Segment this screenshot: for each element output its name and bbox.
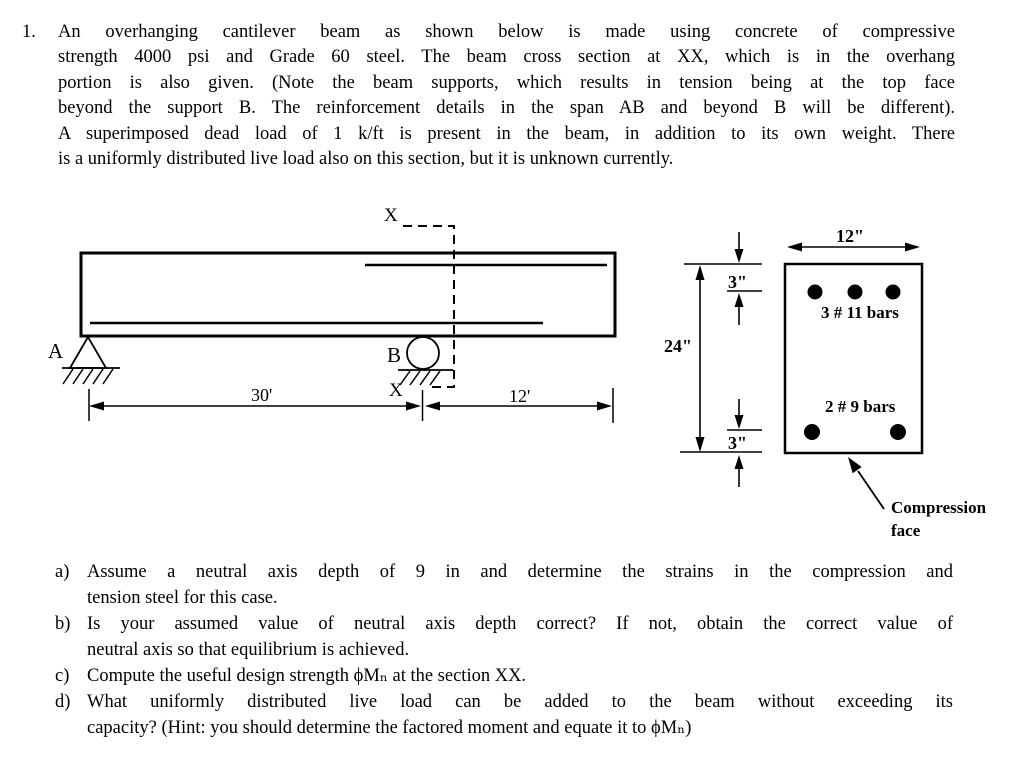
support-hatching: [400, 371, 440, 385]
dimension-width-12in: [787, 226, 920, 252]
arrowhead-down-icon: [735, 415, 744, 429]
top-bars-label: 3 # 11 bars: [821, 303, 899, 322]
part-line: What uniformly distributed live load can be added to the beam without exceeding its: [87, 692, 953, 712]
arrowhead-left-icon: [787, 243, 802, 252]
arrowhead-down-icon: [735, 249, 744, 263]
part-line: Assume a neutral axis depth of 9 in and determine the strains in the compression and: [87, 562, 953, 582]
roller-support-b-icon: [398, 337, 453, 385]
part-b: [55, 611, 953, 663]
arrowhead-left-icon: [89, 402, 104, 411]
pointer-line: [858, 471, 884, 509]
cross-section-diagram: [664, 226, 987, 540]
question-parts: [55, 559, 953, 741]
problem-line: An overhanging cantilever beam as shown below is made using concrete of compressive: [58, 22, 955, 42]
arrowhead-icon: [843, 454, 861, 473]
compression-face-pointer: [843, 454, 884, 509]
dimension-span-30ft: [89, 385, 423, 421]
section-cut-line: [403, 226, 454, 387]
dimension-top-cover-3in: [727, 232, 762, 325]
problem-text: [58, 20, 955, 172]
problem-line: beyond the support B. The reinforcement details in the span AB and beyond B will be different).: [58, 98, 955, 119]
arrowhead-up-icon: [696, 265, 705, 280]
width-label: 12": [836, 226, 864, 246]
arrowhead-right-icon: [597, 402, 612, 411]
rebar-dot: [886, 285, 901, 300]
arrowhead-right-icon: [406, 402, 421, 411]
problem-line: is a uniformly distributed live load also on this section, but it is unknown currently.: [58, 149, 674, 170]
rebar-dot: [804, 424, 820, 440]
overhang-label: 12': [509, 386, 531, 406]
compression-face-label: Compression: [891, 498, 987, 517]
support-b-label: B: [387, 343, 402, 367]
arrowhead-right-icon: [905, 243, 920, 252]
dimension-overhang-12ft: [425, 386, 613, 423]
part-d: [55, 689, 953, 741]
pin-support-a-icon: [62, 337, 120, 384]
part-a: [55, 559, 953, 611]
problem-line: A superimposed dead load of 1 k/ft is present in the beam, in addition to its own weight. There: [58, 123, 955, 144]
problem-statement: [22, 20, 955, 172]
section-label-bottom: X: [389, 380, 403, 401]
problem-number: 1.: [22, 22, 36, 42]
part-line: capacity? (Hint: you should determine the factored moment and equate it to ϕMₙ): [87, 718, 692, 738]
part-label: c): [55, 666, 70, 686]
bottom-bars-label: 2 # 9 bars: [825, 397, 896, 416]
height-label: 24": [664, 336, 692, 356]
part-line: Is your assumed value of neutral axis depth correct? If not, obtain the correct value of: [87, 614, 953, 634]
beam-outline: [81, 253, 615, 336]
beam-elevation-diagram: [48, 205, 615, 423]
part-line: tension steel for this case.: [87, 588, 278, 608]
pin-triangle: [70, 337, 106, 368]
problem-line: strength 4000 psi and Grade 60 steel. The beam cross section at XX, which is in the overhang: [58, 47, 955, 68]
part-label: b): [55, 614, 71, 634]
section-outline: [785, 264, 922, 453]
arrowhead-up-icon: [735, 293, 744, 307]
rebar-dot: [848, 285, 863, 300]
top-rebar-group: [808, 285, 901, 300]
compression-face-label: face: [891, 521, 921, 540]
support-a-label: A: [48, 339, 64, 363]
part-c: [55, 663, 953, 689]
support-hatching: [63, 369, 113, 384]
span-ab-label: 30': [251, 385, 273, 405]
part-label: d): [55, 692, 71, 712]
dimension-height-24in: [664, 264, 762, 452]
rebar-dot: [890, 424, 906, 440]
roller-circle: [407, 337, 439, 369]
arrowhead-down-icon: [696, 437, 705, 452]
rebar-dot: [808, 285, 823, 300]
arrowhead-up-icon: [735, 455, 744, 469]
part-line: Compute the useful design strength ϕMₙ at the section XX.: [87, 666, 527, 686]
arrowhead-left-icon: [425, 402, 440, 411]
bottom-cover-label: 3": [728, 433, 747, 453]
part-line: neutral axis so that equilibrium is achieved.: [87, 640, 410, 660]
top-cover-label: 3": [728, 272, 747, 292]
part-label: a): [55, 562, 70, 582]
section-label-top: X: [384, 205, 398, 226]
dimension-bottom-cover-3in: [727, 399, 762, 487]
bottom-rebar-group: [804, 424, 906, 440]
problem-line: portion is also given. (Note the beam supports, which results in tension being at the top face: [58, 72, 955, 93]
